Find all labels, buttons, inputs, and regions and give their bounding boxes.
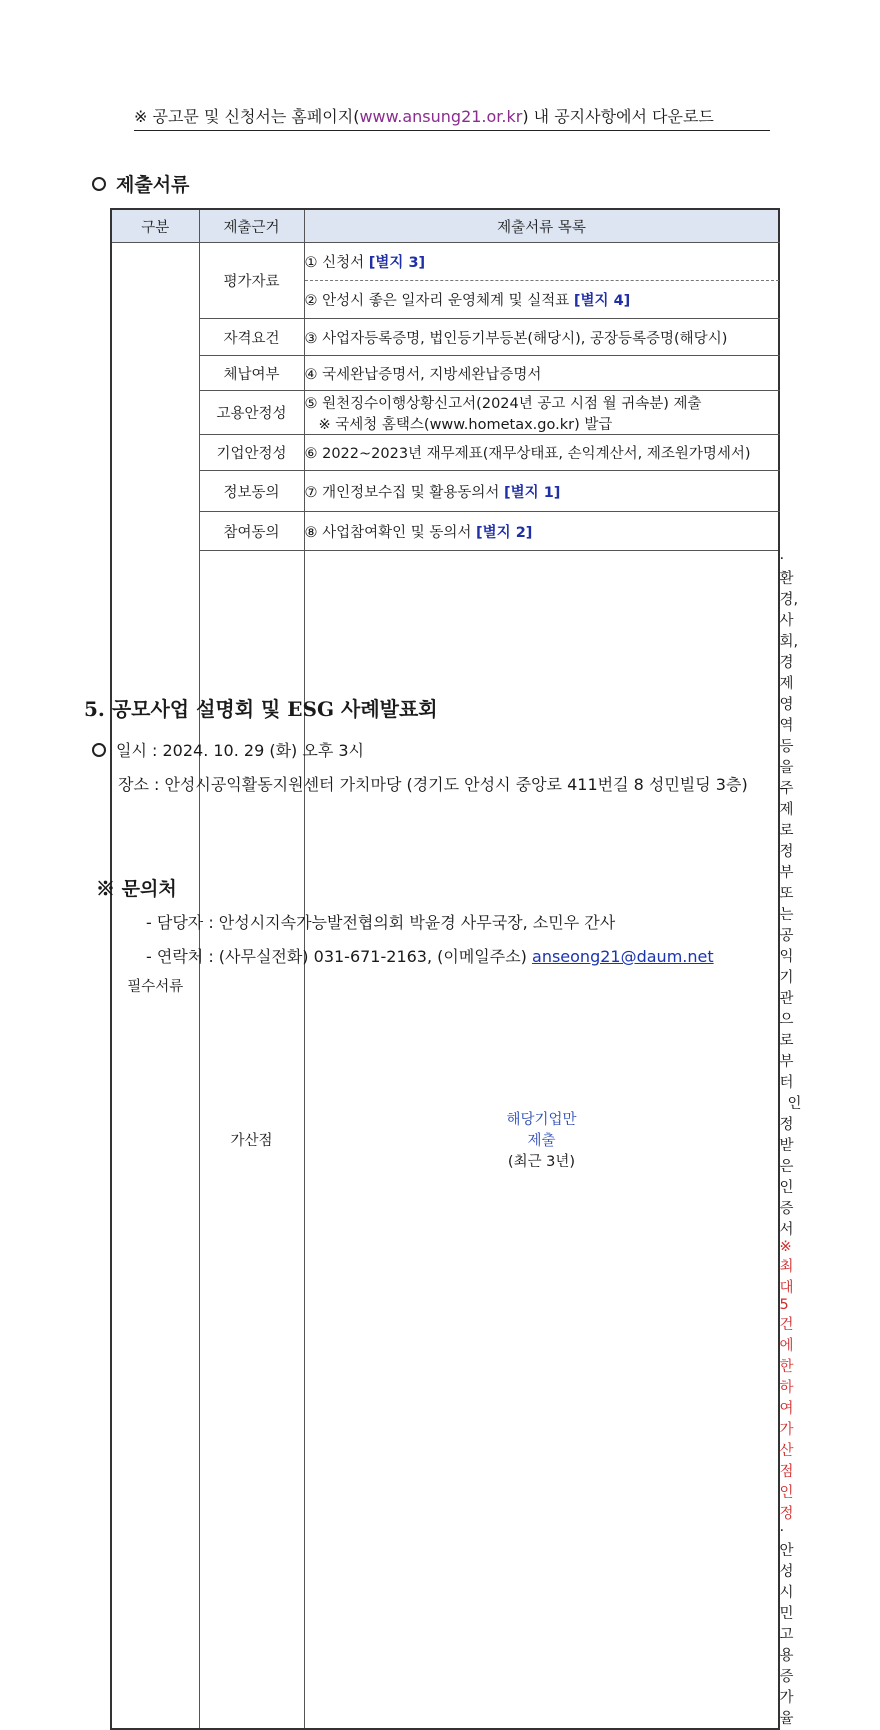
- bonus-basis-line3: (최근 3년): [507, 1154, 576, 1170]
- basis-qualification: 자격요건: [199, 319, 304, 356]
- doc-item-5: [304, 391, 779, 435]
- bonus-item-1: · 환경,사회,경제영역 등을 주제로 정부 또는 공익기관으로부터: [779, 551, 799, 1091]
- bonus-basis-line2: 제출: [527, 1133, 556, 1149]
- doc-item-6: ⑥ 2022~2023년 재무제표(재무상태표, 손익계산서, 제조원가명세서): [304, 435, 779, 471]
- basis-employment: 고용안정성: [199, 391, 304, 435]
- circle-bullet-icon: [92, 177, 106, 191]
- download-notice: [134, 104, 770, 131]
- session-location: 장소 : 안성시공익활동지원센터 가치마당 (경기도 안성시 중앙로 411번길 8 성민빌딩 3층): [118, 775, 748, 794]
- table-header-row: [111, 209, 779, 243]
- bonus-item-2: · 안성시민 고용 증가율: [779, 1523, 794, 1727]
- basis-corporate: 기업안정성: [199, 435, 304, 471]
- circle-bullet-icon: [92, 743, 106, 757]
- documents-section-title: [92, 172, 189, 198]
- doc-item-7: ⑦ 개인정보수집 및 활용동의서 [별지 1]: [304, 471, 779, 512]
- annex-3-label: [별지 3]: [368, 255, 426, 271]
- doc-item-3: ③ 사업자등록증명, 법인등기부등본(해당시), 공장등록증명(해당시): [304, 319, 779, 356]
- bonus-note: ※ 최대 5건에 한하여 가산점 인정: [779, 1239, 794, 1522]
- basis-tax: 체납여부: [199, 356, 304, 391]
- bonus-label: 가산점: [199, 551, 304, 1730]
- table-row: [111, 471, 779, 512]
- doc-item-5-line1: ⑤ 원천징수이행상황신고서(2024년 공고 시점 월 귀속분) 제출: [304, 395, 702, 412]
- basis-participation: 참여동의: [199, 512, 304, 551]
- homepage-url[interactable]: www.ansung21.or.kr: [359, 107, 523, 126]
- table-row: [111, 391, 779, 435]
- doc-item-1: ① 신청서 [별지 3]: [304, 243, 779, 281]
- doc-item-4: ④ 국세완납증명서, 지방세완납증명서: [304, 356, 779, 391]
- table-row: [111, 319, 779, 356]
- table-row: [111, 551, 779, 1730]
- table-row: [111, 435, 779, 471]
- doc-item-8: ⑧ 사업참여확인 및 동의서 [별지 2]: [304, 512, 779, 551]
- basis-eval: 평가자료: [199, 243, 304, 319]
- doc-item-2: ② 안성시 좋은 일자리 운영체계 및 실적표 [별지 4]: [304, 281, 779, 319]
- header-category: 구분: [111, 209, 199, 243]
- contact-person: - 담당자 : 안성시지속가능발전협의회 박윤경 사무국장, 소민우 간사: [146, 913, 616, 932]
- table-row: [111, 243, 779, 281]
- table-row: [111, 356, 779, 391]
- required-docs-label: 필수서류: [111, 243, 199, 1730]
- contact-email-link[interactable]: anseong21@daum.net: [532, 947, 714, 966]
- annex-4-label: [별지 4]: [573, 293, 631, 309]
- basis-bonus: [304, 551, 779, 1730]
- header-basis: 제출근거: [199, 209, 304, 243]
- table-row: [111, 512, 779, 551]
- annex-2-label: [별지 2]: [476, 524, 533, 541]
- contact-phone-text: - 연락처 : (사무실전화) 031-671-2163, (이메일주소): [146, 947, 527, 966]
- header-documents: 제출서류 목록: [304, 209, 779, 243]
- notice-suffix: ) 내 공지사항에서 다운로드: [522, 107, 714, 126]
- contact-heading: ※ 문의처: [96, 878, 177, 900]
- section-title-text: 제출서류: [116, 174, 190, 196]
- notice-prefix: ※ 공고문 및 신청서는 홈페이지(: [134, 107, 360, 126]
- doc-item-5-line2: ※ 국세청 홈택스(www.hometax.go.kr) 발급: [318, 416, 613, 433]
- basis-info-consent: 정보동의: [199, 471, 304, 512]
- bonus-item-1-cont: 인정받은 인증서: [779, 1096, 802, 1238]
- session-datetime: [92, 738, 364, 764]
- bonus-basis-line1: 해당기업만: [506, 1112, 577, 1128]
- session-heading: 5. 공모사업 설명회 및 ESG 사례발표회: [84, 697, 438, 721]
- contact-phone: [146, 944, 714, 970]
- session-when-text: 일시 : 2024. 10. 29 (화) 오후 3시: [116, 741, 365, 760]
- annex-1-label: [별지 1]: [504, 484, 561, 501]
